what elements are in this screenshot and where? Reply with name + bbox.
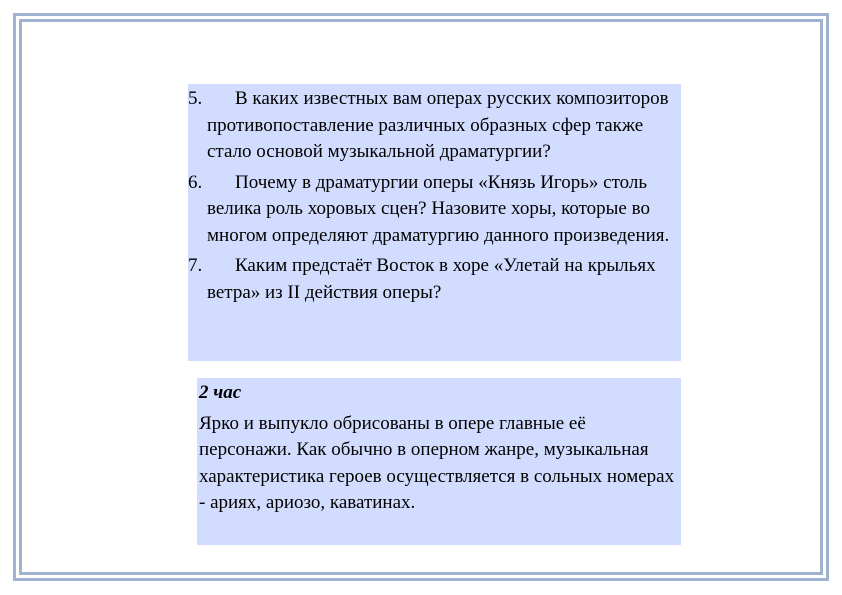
question-number: 5.	[188, 88, 203, 109]
lesson-body: Ярко и выпукло обрисованы в опере главные её персонажи. Как обычно в оперном жанре, музыкальная характеристика героев осуществляется в сольных номерах - ариях, ариозо, каватинах.	[199, 412, 675, 513]
question-number: 6.	[188, 171, 203, 193]
question-number: 7.	[188, 255, 203, 276]
question-item	[188, 170, 681, 250]
questions-box	[188, 84, 681, 361]
question-text: Каким предстаёт Восток в хоре «Улетай на крыльях ветра» из II действия оперы?	[207, 255, 656, 303]
question-item	[188, 253, 681, 306]
lesson-box	[197, 378, 681, 545]
question-item	[188, 86, 681, 166]
question-text: Почему в драматургии оперы «Князь Игорь» столь велика роль хоровых сцен? Назовите хоры, которые во многом определяют драматургию данного произведения.	[207, 171, 670, 246]
question-text: В каких известных вам операх русских композиторов противопоставление различных образных сфер также стало основой музыкальной драматургии?	[207, 88, 669, 162]
lesson-heading: 2 час	[199, 382, 242, 403]
